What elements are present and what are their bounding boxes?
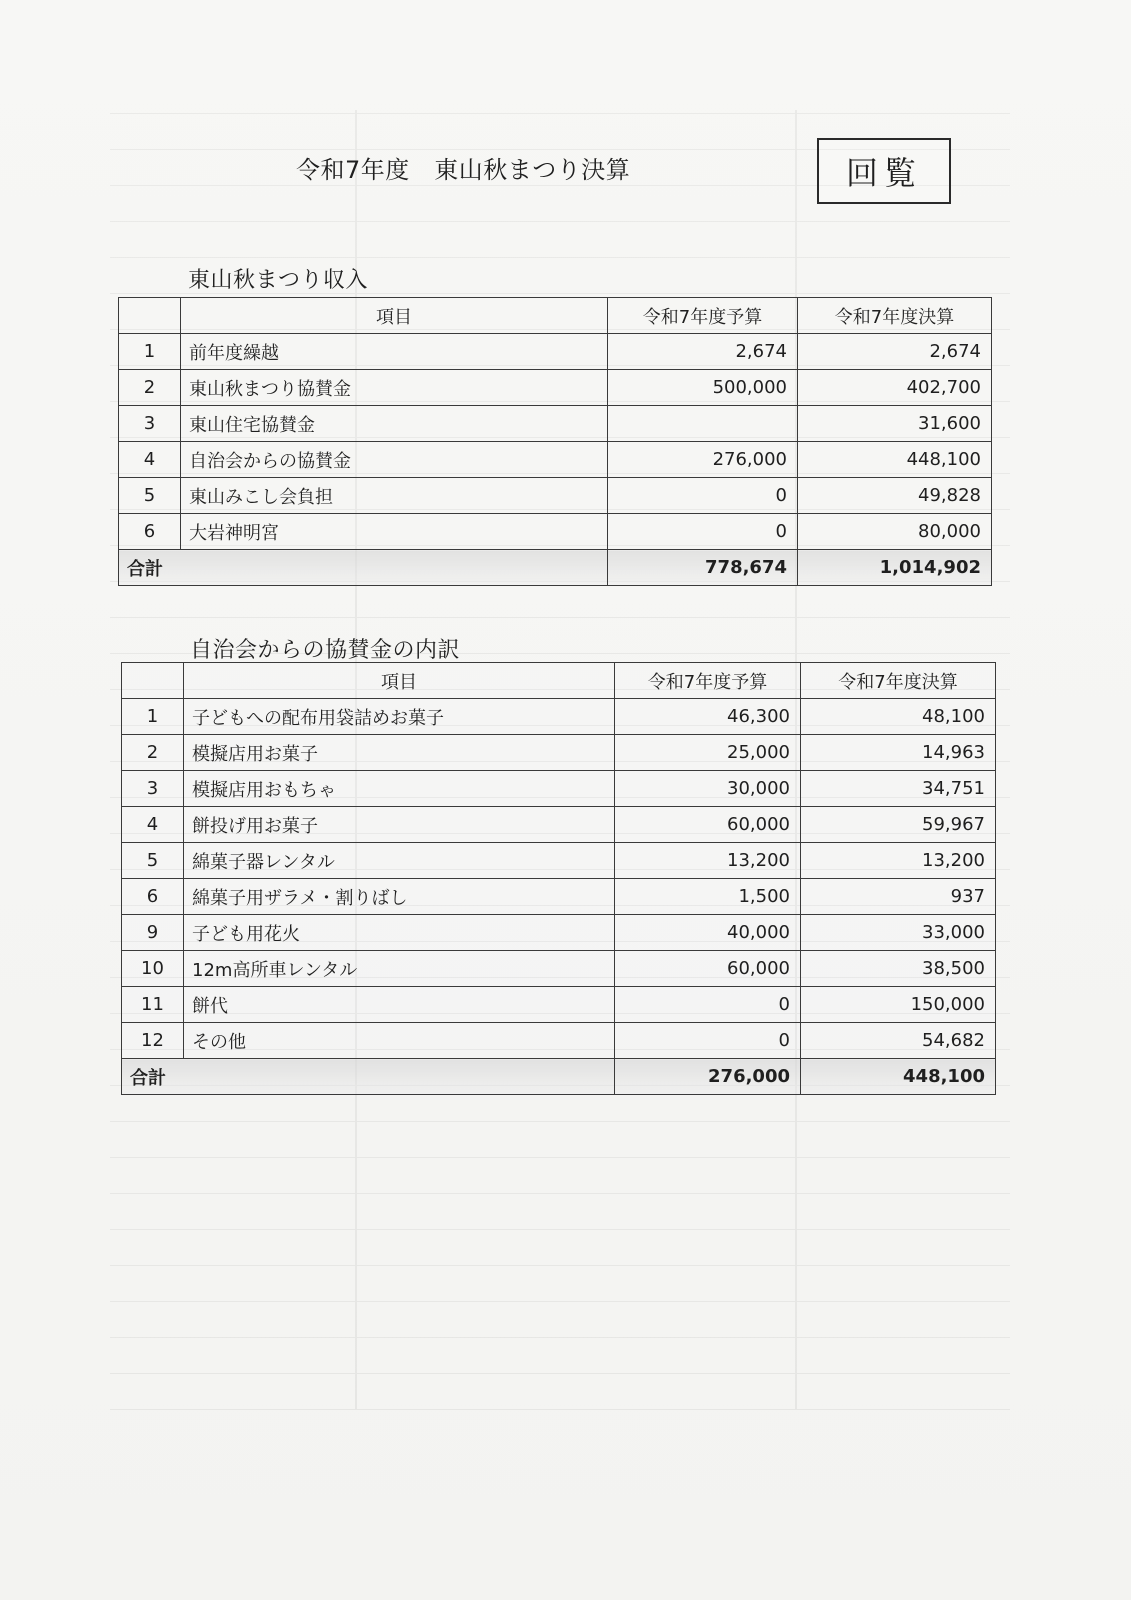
total-actual: 1,014,902 <box>798 550 992 586</box>
row-actual: 34,751 <box>801 771 996 807</box>
row-item: 綿菓子器レンタル <box>184 843 615 879</box>
row-item: 東山住宅協賛金 <box>181 406 608 442</box>
row-budget: 500,000 <box>608 370 798 406</box>
row-actual: 402,700 <box>798 370 992 406</box>
table-row <box>122 987 996 1023</box>
row-number: 6 <box>122 879 184 915</box>
row-number: 5 <box>122 843 184 879</box>
row-number: 6 <box>119 514 181 550</box>
row-budget: 25,000 <box>615 735 801 771</box>
table-header-row <box>119 298 992 334</box>
row-actual: 38,500 <box>801 951 996 987</box>
circulation-stamp: 回覧 <box>817 138 951 204</box>
row-actual: 54,682 <box>801 1023 996 1059</box>
table-row <box>119 478 992 514</box>
row-item: 前年度繰越 <box>181 334 608 370</box>
row-actual: 937 <box>801 879 996 915</box>
row-budget: 0 <box>615 1023 801 1059</box>
row-item: 模擬店用おもちゃ <box>184 771 615 807</box>
row-item: 子ども用花火 <box>184 915 615 951</box>
column-header-budget: 令和7年度予算 <box>615 663 801 699</box>
income-table <box>118 297 992 586</box>
row-actual: 59,967 <box>801 807 996 843</box>
row-actual: 13,200 <box>801 843 996 879</box>
total-label: 合計 <box>122 1059 615 1095</box>
row-number: 12 <box>122 1023 184 1059</box>
row-budget: 13,200 <box>615 843 801 879</box>
row-item: 12m高所車レンタル <box>184 951 615 987</box>
row-budget: 30,000 <box>615 771 801 807</box>
table-row <box>119 334 992 370</box>
row-actual: 48,100 <box>801 699 996 735</box>
total-row <box>119 550 992 586</box>
detail-table <box>121 662 996 1095</box>
row-number: 1 <box>119 334 181 370</box>
row-budget: 60,000 <box>615 807 801 843</box>
row-item: 模擬店用お菓子 <box>184 735 615 771</box>
row-budget: 0 <box>608 514 798 550</box>
table-row <box>119 406 992 442</box>
table-row <box>122 771 996 807</box>
total-label: 合計 <box>119 550 608 586</box>
row-actual: 31,600 <box>798 406 992 442</box>
row-budget: 40,000 <box>615 915 801 951</box>
row-actual: 80,000 <box>798 514 992 550</box>
row-number: 2 <box>122 735 184 771</box>
row-number: 1 <box>122 699 184 735</box>
row-budget: 276,000 <box>608 442 798 478</box>
row-actual: 150,000 <box>801 987 996 1023</box>
income-heading: 東山秋まつり収入 <box>188 268 369 293</box>
row-budget: 46,300 <box>615 699 801 735</box>
row-item: 餅代 <box>184 987 615 1023</box>
row-item: 綿菓子用ザラメ・割りばし <box>184 879 615 915</box>
row-budget <box>608 406 798 442</box>
table-row <box>122 1023 996 1059</box>
row-item: 餅投げ用お菓子 <box>184 807 615 843</box>
row-number: 11 <box>122 987 184 1023</box>
table-row <box>119 514 992 550</box>
row-item: その他 <box>184 1023 615 1059</box>
row-number: 3 <box>119 406 181 442</box>
total-actual: 448,100 <box>801 1059 996 1095</box>
table-header-row <box>122 663 996 699</box>
row-budget: 0 <box>608 478 798 514</box>
document-title: 令和7年度 東山秋まつり決算 <box>296 156 631 184</box>
table-row <box>122 807 996 843</box>
row-item: 大岩神明宮 <box>181 514 608 550</box>
row-actual: 49,828 <box>798 478 992 514</box>
row-actual: 448,100 <box>798 442 992 478</box>
table-row <box>122 735 996 771</box>
row-number: 5 <box>119 478 181 514</box>
row-actual: 2,674 <box>798 334 992 370</box>
row-actual: 33,000 <box>801 915 996 951</box>
table-row <box>122 843 996 879</box>
row-budget: 2,674 <box>608 334 798 370</box>
row-budget: 60,000 <box>615 951 801 987</box>
row-item: 東山みこし会負担 <box>181 478 608 514</box>
row-actual: 14,963 <box>801 735 996 771</box>
detail-heading: 自治会からの協賛金の内訳 <box>190 638 461 663</box>
row-item: 自治会からの協賛金 <box>181 442 608 478</box>
table-row <box>119 370 992 406</box>
column-header-no <box>119 298 181 334</box>
table-row <box>122 699 996 735</box>
total-row <box>122 1059 996 1095</box>
table-row <box>119 442 992 478</box>
total-budget: 276,000 <box>615 1059 801 1095</box>
column-header-actual: 令和7年度決算 <box>798 298 992 334</box>
table-row <box>122 879 996 915</box>
row-number: 4 <box>119 442 181 478</box>
column-header-actual: 令和7年度決算 <box>801 663 996 699</box>
row-item: 子どもへの配布用袋詰めお菓子 <box>184 699 615 735</box>
row-item: 東山秋まつり協賛金 <box>181 370 608 406</box>
table-row <box>122 915 996 951</box>
total-budget: 778,674 <box>608 550 798 586</box>
column-header-budget: 令和7年度予算 <box>608 298 798 334</box>
row-budget: 1,500 <box>615 879 801 915</box>
row-number: 2 <box>119 370 181 406</box>
row-number: 10 <box>122 951 184 987</box>
row-number: 4 <box>122 807 184 843</box>
row-number: 9 <box>122 915 184 951</box>
row-budget: 0 <box>615 987 801 1023</box>
column-header-item: 項目 <box>184 663 615 699</box>
column-header-item: 項目 <box>181 298 608 334</box>
table-row <box>122 951 996 987</box>
row-number: 3 <box>122 771 184 807</box>
column-header-no <box>122 663 184 699</box>
